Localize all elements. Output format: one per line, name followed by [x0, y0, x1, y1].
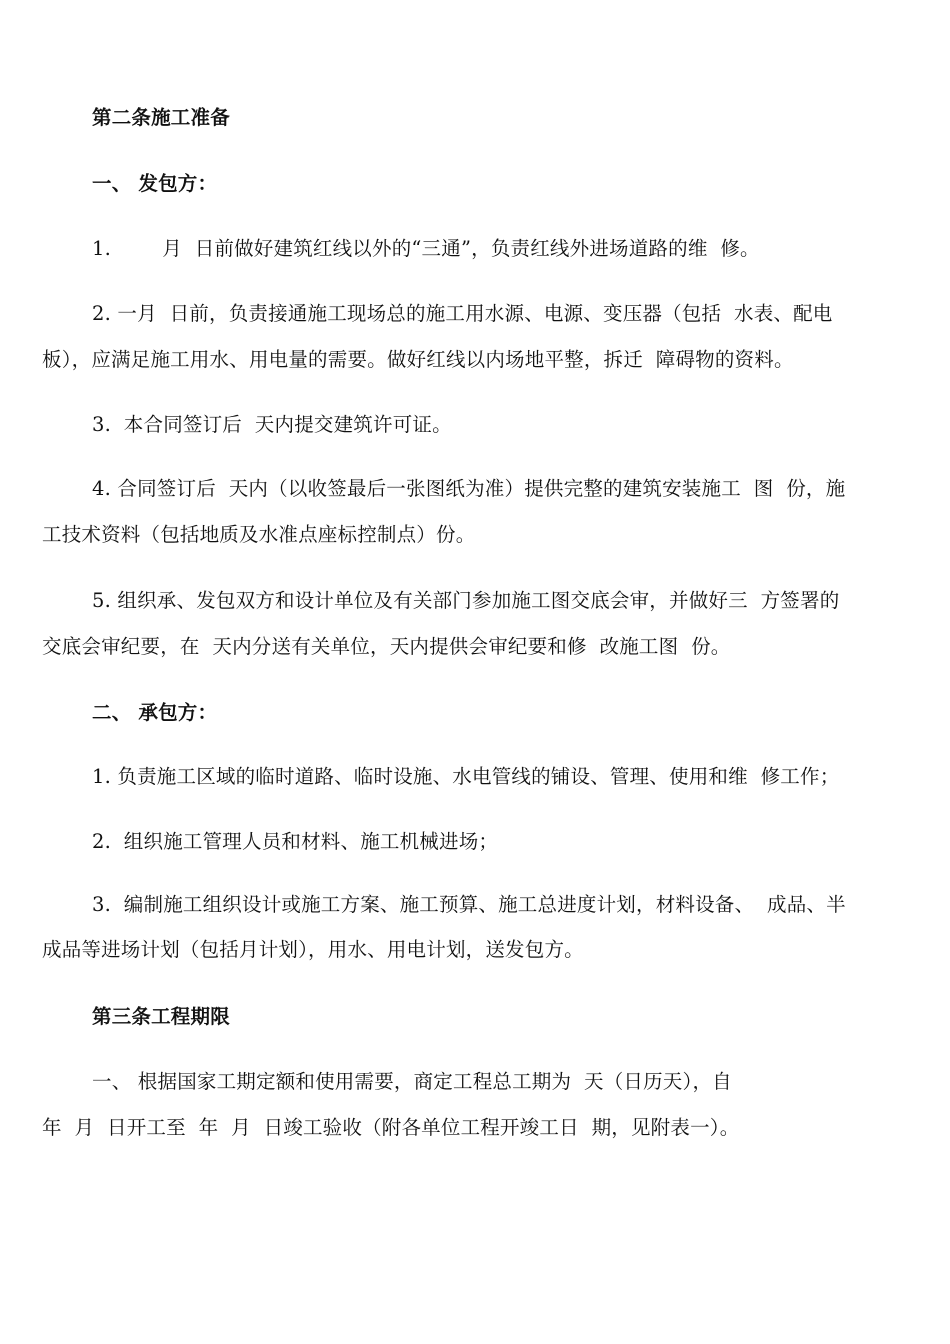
contractor-item-2: 2. 组织施工管理人员和材料、施工机械进场；	[92, 830, 499, 853]
employer-item-4-line-2: 工技术资料（包括地质及水准点座标控制点）份。	[42, 523, 476, 546]
employer-item-2-line-2: 板），应满足施工用水、用电量的需要。做好红线以内场地平整，拆迁 障碍物的资料。	[42, 348, 794, 371]
contractor-heading: 二、 承包方：	[92, 701, 218, 724]
contractor-item-3-line-1: 3. 编制施工组织设计或施工方案、施工预算、施工总进度计划，材料设备、 成品、半	[92, 893, 846, 916]
contractor-item-3-line-2: 成品等进场计划（包括月计划），用水、用电计划，送发包方。	[42, 938, 584, 961]
employer-heading: 一、 发包方：	[92, 172, 218, 195]
employer-item-2-line-1: 2. 一月 日前，负责接通施工现场总的施工用水源、电源、变压器（包括 水表、配电	[92, 302, 833, 325]
employer-item-5-line-1: 5. 组织承、发包双方和设计单位及有关部门参加施工图交底会审，并做好三 方签署的	[92, 589, 840, 612]
section-2-heading: 第二条施工准备	[92, 106, 230, 129]
employer-item-4-line-1: 4. 合同签订后 天内（以收签最后一张图纸为准）提供完整的建筑安装施工 图 份，施	[92, 477, 846, 500]
section-3-heading: 第三条工程期限	[92, 1005, 230, 1028]
section-3-item-1-line-1: 一、 根据国家工期定额和使用需要，商定工程总工期为 天（日历天），自	[92, 1070, 732, 1093]
employer-item-1: 1. 月 日前做好建筑红线以外的“三通”，负责红线外进场道路的维 修。	[92, 237, 760, 260]
employer-item-3: 3. 本合同签订后 天内提交建筑许可证。	[92, 413, 452, 436]
section-3-item-1-line-2: 年 月 日开工至 年 月 日竣工验收（附各单位工程开竣工日 期，见附表一）。	[42, 1116, 740, 1139]
employer-item-5-line-2: 交底会审纪要，在 天内分送有关单位，天内提供会审纪要和修 改施工图 份。	[42, 635, 731, 658]
contractor-item-1: 1. 负责施工区域的临时道路、临时设施、水电管线的铺设、管理、使用和维 修工作；	[92, 765, 840, 788]
